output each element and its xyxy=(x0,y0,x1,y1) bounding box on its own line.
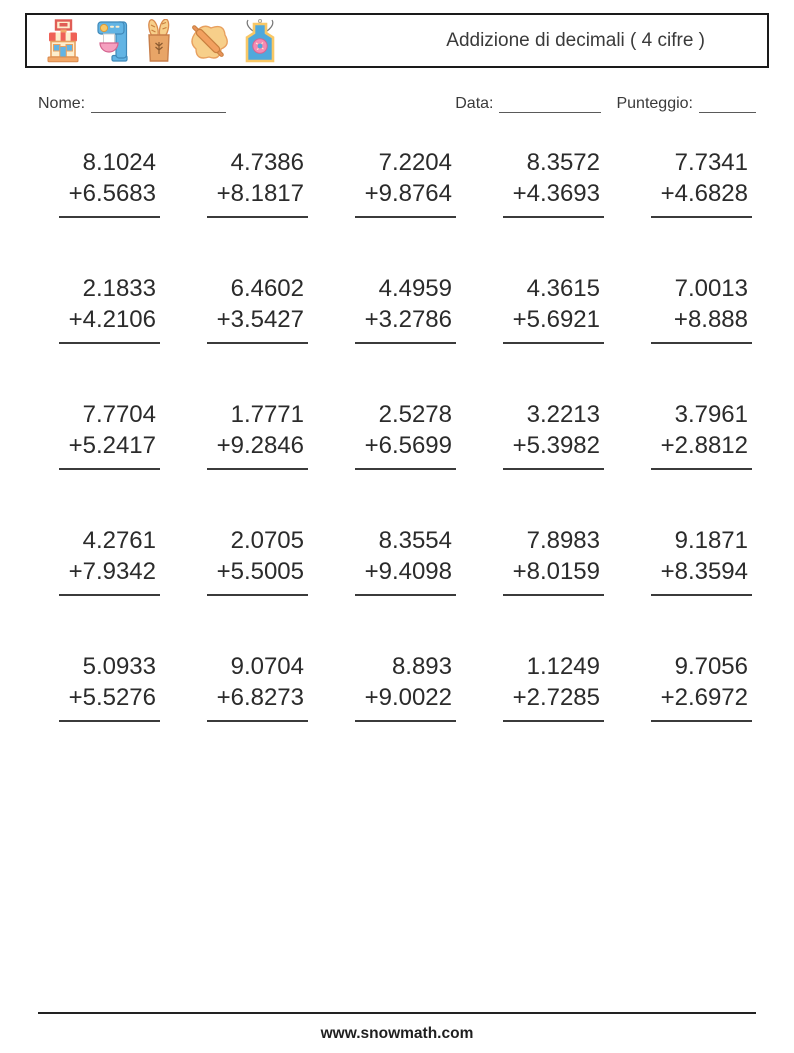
addend-bottom: +4.6828 xyxy=(660,180,748,207)
addend-bottom: +4.2106 xyxy=(68,306,156,333)
addend-bottom: +7.9342 xyxy=(68,558,156,585)
addend-bottom: +5.5276 xyxy=(68,684,156,711)
addend-top: 8.3554 xyxy=(378,527,452,554)
bakery-shop-icon xyxy=(43,19,83,63)
bread-bag-icon xyxy=(141,19,177,63)
addend-bottom: +6.8273 xyxy=(216,684,304,711)
problem-cell xyxy=(503,651,604,722)
addend-bottom: +8.0159 xyxy=(512,558,600,585)
addend-top: 7.7341 xyxy=(674,149,748,176)
problem-cell xyxy=(207,651,308,722)
apron-icon xyxy=(239,19,281,63)
addend-top: 2.0705 xyxy=(230,527,304,554)
addend-bottom: +6.5699 xyxy=(364,432,452,459)
addend-bottom: +3.5427 xyxy=(216,306,304,333)
problems-grid xyxy=(12,147,794,777)
addend-bottom: +8.1817 xyxy=(216,180,304,207)
date-label: Data: xyxy=(455,95,494,112)
addend-top: 2.5278 xyxy=(378,401,452,428)
addend-bottom: +8.3594 xyxy=(660,558,748,585)
addend-top: 4.3615 xyxy=(526,275,600,302)
addend-bottom: +9.8764 xyxy=(364,180,452,207)
rolling-pin-dough-icon xyxy=(186,19,230,63)
addend-bottom: +4.3693 xyxy=(512,180,600,207)
addend-top: 3.2213 xyxy=(526,401,600,428)
addend-bottom: +5.6921 xyxy=(512,306,600,333)
problem-cell xyxy=(651,399,752,470)
footer xyxy=(38,1012,756,1053)
addend-top: 9.7056 xyxy=(674,653,748,680)
problem-cell xyxy=(59,147,160,218)
score-label: Punteggio: xyxy=(616,95,693,112)
addend-top: 7.8983 xyxy=(526,527,600,554)
problem-cell xyxy=(59,651,160,722)
addend-bottom: +8.888 xyxy=(673,306,748,333)
addend-top: 6.4602 xyxy=(230,275,304,302)
problem-cell xyxy=(207,273,308,344)
problem-cell xyxy=(651,147,752,218)
addend-bottom: +2.6972 xyxy=(660,684,748,711)
addend-top: 3.7961 xyxy=(674,401,748,428)
problem-cell xyxy=(503,399,604,470)
problem-cell xyxy=(651,273,752,344)
addend-bottom: +5.3982 xyxy=(512,432,600,459)
problem-cell xyxy=(207,525,308,596)
addend-top: 4.4959 xyxy=(378,275,452,302)
addend-bottom: +2.7285 xyxy=(512,684,600,711)
score-blank-line xyxy=(699,96,756,113)
problem-cell xyxy=(355,399,456,470)
addend-top: 7.2204 xyxy=(378,149,452,176)
addend-bottom: +3.2786 xyxy=(364,306,452,333)
addend-bottom: +9.2846 xyxy=(216,432,304,459)
problem-cell xyxy=(355,525,456,596)
problem-cell xyxy=(651,651,752,722)
site-url: www.snowmath.com xyxy=(320,1024,474,1042)
problem-cell xyxy=(651,525,752,596)
problem-cell xyxy=(503,147,604,218)
addend-bottom: +2.8812 xyxy=(660,432,748,459)
problem-cell xyxy=(207,399,308,470)
problem-cell xyxy=(59,273,160,344)
addend-top: 5.0933 xyxy=(82,653,156,680)
addend-bottom: +9.4098 xyxy=(364,558,452,585)
addend-bottom: +9.0022 xyxy=(364,684,452,711)
addend-top: 2.1833 xyxy=(82,275,156,302)
addend-top: 9.0704 xyxy=(230,653,304,680)
name-blank-line xyxy=(91,96,226,113)
addend-top: 1.1249 xyxy=(526,653,600,680)
addend-bottom: +5.5005 xyxy=(216,558,304,585)
problem-cell xyxy=(207,147,308,218)
problem-cell xyxy=(355,651,456,722)
addend-bottom: +5.2417 xyxy=(68,432,156,459)
stand-mixer-icon xyxy=(92,19,132,63)
bakery-icon-row xyxy=(43,19,281,63)
problem-cell xyxy=(355,147,456,218)
problem-cell xyxy=(503,273,604,344)
addend-top: 7.7704 xyxy=(82,401,156,428)
addend-top: 9.1871 xyxy=(674,527,748,554)
addend-top: 8.1024 xyxy=(82,149,156,176)
addend-top: 8.893 xyxy=(391,653,452,680)
name-label: Nome: xyxy=(38,95,86,112)
fields-row xyxy=(38,95,756,113)
problem-cell xyxy=(355,273,456,344)
addend-top: 4.7386 xyxy=(230,149,304,176)
addend-bottom: +6.5683 xyxy=(68,180,156,207)
addend-top: 4.2761 xyxy=(82,527,156,554)
header xyxy=(25,13,769,68)
problem-cell xyxy=(503,525,604,596)
problem-cell xyxy=(59,525,160,596)
date-blank-line xyxy=(499,96,601,113)
addend-top: 7.0013 xyxy=(674,275,748,302)
addend-top: 1.7771 xyxy=(230,401,304,428)
problem-cell xyxy=(59,399,160,470)
addend-top: 8.3572 xyxy=(526,149,600,176)
worksheet-title: Addizione di decimali ( 4 cifre ) xyxy=(446,29,705,51)
